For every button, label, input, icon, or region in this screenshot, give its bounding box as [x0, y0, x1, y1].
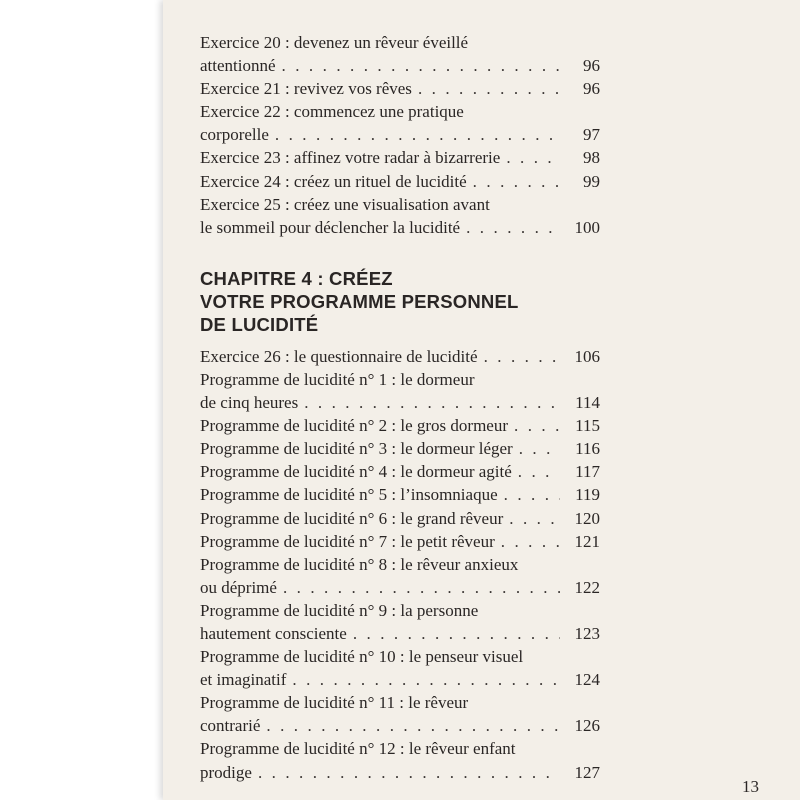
- toc-entry-line: [200, 368, 600, 391]
- toc-entry-line: [200, 100, 600, 123]
- toc-entry-title: prodige: [200, 762, 252, 782]
- dot-leader: [473, 170, 560, 193]
- toc-entry-title: Programme de lucidité n° 6 : le grand rêveur: [200, 508, 504, 528]
- toc-entry-line: [200, 414, 600, 437]
- toc-entry-title: et imaginatif: [200, 670, 287, 690]
- toc-entry-title: Exercice 20 : devenez un rêveur éveillé: [200, 33, 469, 52]
- toc-entry-line: [200, 193, 600, 216]
- toc-page-number: 120: [574, 508, 600, 528]
- toc-page-number: 100: [574, 217, 600, 237]
- toc-entry-title: corporelle: [200, 125, 269, 145]
- toc-entry-line: [200, 437, 600, 460]
- toc-page-number: 119: [575, 485, 600, 505]
- chapter-heading-line: DE LUCIDITÉ: [200, 313, 319, 335]
- toc-entry-title: ou déprimé: [200, 577, 277, 597]
- toc-entry-title: Programme de lucidité n° 9 : la personne: [200, 600, 479, 620]
- toc-page-number: 98: [583, 148, 600, 168]
- toc-entry: [200, 100, 600, 146]
- dot-leader: [353, 622, 560, 645]
- toc-entry-title: Programme de lucidité n° 4 : le dormeur agité: [200, 462, 512, 482]
- toc-page-number: 96: [583, 56, 600, 76]
- dot-leader: [518, 460, 560, 483]
- chapter-heading-line: VOTRE PROGRAMME PERSONNEL: [200, 290, 519, 312]
- dot-leader: [484, 345, 560, 368]
- toc-entry: [200, 507, 600, 530]
- toc-entry: [200, 530, 600, 553]
- toc-entry-title: Programme de lucidité n° 3 : le dormeur léger: [200, 439, 513, 459]
- toc-entry: [200, 599, 600, 645]
- toc-page-number: 127: [574, 762, 600, 782]
- toc-entry: [200, 414, 600, 437]
- toc-entry-title: Exercice 24 : créez un rituel de lucidité: [200, 171, 467, 191]
- toc-entry: [200, 77, 600, 100]
- toc-entry-line: [200, 391, 600, 414]
- dot-leader: [504, 483, 560, 506]
- toc-page-number: 117: [575, 462, 600, 482]
- toc-entry-line: [200, 530, 600, 553]
- toc-entry: [200, 437, 600, 460]
- dot-leader: [506, 146, 560, 169]
- toc-entry-line: [200, 54, 600, 77]
- toc-entry-title: Programme de lucidité n° 5 : l’insomniaque: [200, 485, 498, 505]
- toc-entry: [200, 193, 600, 239]
- dot-leader: [283, 576, 560, 599]
- book-page: [163, 0, 800, 800]
- chapter-heading: [200, 267, 600, 336]
- toc-entry-title: Exercice 21 : revivez vos rêves: [200, 79, 412, 99]
- dot-leader: [266, 714, 560, 737]
- toc-entry-line: [200, 345, 600, 368]
- toc-entry-title: Exercice 22 : commencez une pratique: [200, 102, 464, 122]
- toc-entry-title: Exercice 23 : affinez votre radar à bizarrerie: [200, 148, 501, 168]
- toc-list-bottom: [200, 345, 600, 784]
- toc-entry: [200, 691, 600, 737]
- toc-page-number: 115: [575, 416, 600, 436]
- dot-leader: [514, 414, 560, 437]
- dot-leader: [275, 123, 560, 146]
- toc-entry: [200, 483, 600, 506]
- toc-entry: [200, 460, 600, 483]
- toc-entry-line: [200, 170, 600, 193]
- toc-entry-title: Exercice 26 : le questionnaire de lucidité: [200, 346, 478, 366]
- toc-entry: [200, 170, 600, 193]
- dot-leader: [258, 761, 560, 784]
- toc-entry-title: hautement consciente: [200, 623, 347, 643]
- dot-leader: [418, 77, 560, 100]
- dot-leader: [501, 530, 560, 553]
- toc-entry: [200, 645, 600, 691]
- toc-entry-line: [200, 483, 600, 506]
- toc-page-number: 126: [574, 716, 600, 736]
- toc-entry: [200, 31, 600, 77]
- toc-entry-title: Programme de lucidité n° 11 : le rêveur: [200, 693, 469, 713]
- dot-leader: [466, 216, 560, 239]
- toc-entry-line: [200, 31, 600, 54]
- toc-page-number: 116: [575, 439, 600, 459]
- toc-entry-title: attentionné: [200, 56, 276, 76]
- toc-page-number: 97: [583, 125, 600, 145]
- toc-entry-line: [200, 553, 600, 576]
- toc-entry: [200, 553, 600, 599]
- toc-entry-title: Programme de lucidité n° 8 : le rêveur anxieux: [200, 554, 519, 574]
- toc-entry-line: [200, 460, 600, 483]
- toc-entry-title: contrarié: [200, 716, 261, 736]
- chapter-heading-line: CHAPITRE 4 : CRÉEZ: [200, 267, 393, 289]
- toc-page-number: 114: [575, 393, 600, 413]
- toc-page-number: 106: [574, 346, 600, 366]
- toc-entry-line: [200, 714, 600, 737]
- toc-entry-line: [200, 146, 600, 169]
- toc-entry-line: [200, 507, 600, 530]
- toc-entry: [200, 737, 600, 783]
- toc-page-number: 124: [574, 670, 600, 690]
- toc-entry-line: [200, 576, 600, 599]
- toc-entry-line: [200, 77, 600, 100]
- toc-entry-line: [200, 737, 600, 760]
- toc-entry-title: Programme de lucidité n° 10 : le penseur visuel: [200, 647, 524, 667]
- toc-entry-title: Programme de lucidité n° 7 : le petit rêveur: [200, 531, 495, 551]
- dot-leader: [282, 54, 560, 77]
- table-of-contents: [200, 31, 600, 784]
- toc-entry-title: Programme de lucidité n° 1 : le dormeur: [200, 369, 475, 389]
- dot-leader: [519, 437, 560, 460]
- toc-entry-line: [200, 645, 600, 668]
- toc-page-number: 96: [583, 79, 600, 99]
- toc-entry-line: [200, 216, 600, 239]
- toc-entry-title: de cinq heures: [200, 393, 299, 413]
- toc-page-number: 99: [583, 171, 600, 191]
- toc-entry: [200, 345, 600, 368]
- toc-entry-line: [200, 599, 600, 622]
- dot-leader: [509, 507, 560, 530]
- toc-entry-line: [200, 668, 600, 691]
- toc-page-number: 123: [574, 623, 600, 643]
- toc-entry-line: [200, 622, 600, 645]
- dot-leader: [304, 391, 560, 414]
- toc-entry: [200, 146, 600, 169]
- toc-page-number: 121: [574, 531, 600, 551]
- toc-entry-line: [200, 691, 600, 714]
- toc-page-number: 122: [574, 577, 600, 597]
- page-number: 13: [742, 777, 759, 796]
- toc-entry-title: Programme de lucidité n° 2 : le gros dormeur: [200, 416, 509, 436]
- toc-entry-line: [200, 123, 600, 146]
- toc-entry-line: [200, 761, 600, 784]
- dot-leader: [292, 668, 560, 691]
- toc-entry-title: le sommeil pour déclencher la lucidité: [200, 217, 461, 237]
- toc-entry: [200, 368, 600, 414]
- toc-list-top: [200, 31, 600, 239]
- toc-entry-title: Exercice 25 : créez une visualisation avant: [200, 194, 490, 214]
- toc-entry-title: Programme de lucidité n° 12 : le rêveur enfant: [200, 739, 516, 759]
